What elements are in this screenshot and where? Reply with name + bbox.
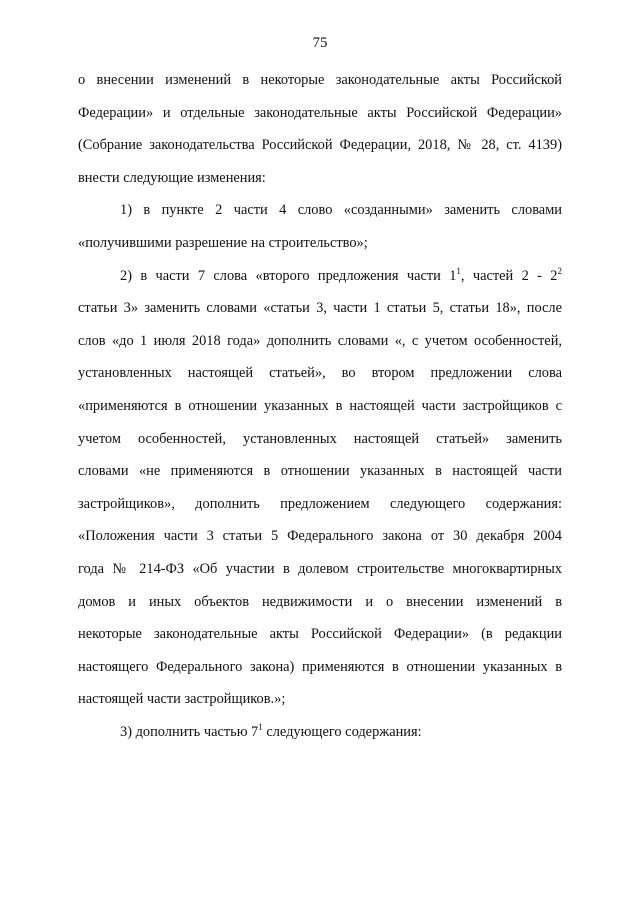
text-segment: установленных настоящей статьей», во втором предложении слова (78, 365, 562, 382)
text-segment: некоторые законодательные акты Российской Федерации» (в редакции (78, 626, 562, 643)
text-segment: внести следующие изменения: (78, 169, 266, 186)
text-segment: 1) в пункте 2 части 4 слово «созданными» заменить словами (120, 202, 562, 219)
text-segment: домов и иных объектов недвижимости и о внесении изменений в (78, 593, 562, 610)
text-line (78, 200, 562, 233)
text-segment: , частей 2 - 2 (460, 267, 558, 284)
text-line (78, 168, 562, 201)
text-line (78, 461, 562, 494)
text-line (78, 363, 562, 396)
text-line (78, 298, 562, 331)
text-line (78, 722, 562, 755)
text-line (78, 331, 562, 364)
text-line (78, 396, 562, 429)
text-segment: учетом особенностей, установленных настоящей статьей» заменить (78, 430, 562, 447)
text-line (78, 266, 562, 299)
text-line (78, 526, 562, 559)
superscript: 1 (258, 721, 263, 732)
text-segment: статьи 3» заменить словами «статьи 3, части 1 статьи 5, статьи 18», после (78, 300, 562, 317)
text-line (78, 103, 562, 136)
text-line (78, 135, 562, 168)
text-line (78, 429, 562, 462)
text-segment: словами «не применяются в отношении указанных в настоящей части (78, 463, 562, 480)
text-segment: настоящего Федерального закона) применяются в отношении указанных в (78, 658, 562, 675)
text-segment: 3) дополнить частью 7 (120, 723, 259, 740)
page-number: 75 (312, 35, 328, 51)
text-segment: следующего содержания: (262, 723, 422, 740)
text-line (78, 657, 562, 690)
document-body (78, 70, 562, 754)
text-segment: года № 214-ФЗ «Об участии в долевом строительстве многоквартирных (78, 560, 562, 577)
text-segment: «получившими разрешение на строительство»; (78, 234, 368, 251)
text-line (78, 624, 562, 657)
text-segment: 2) в части 7 слова «второго предложения части 1 (120, 267, 457, 284)
text-segment: слов «до 1 июля 2018 года» дополнить словами «, с учетом особенностей, (78, 332, 562, 349)
text-line (78, 592, 562, 625)
text-segment: Федерации» и отдельные законодательные акты Российской Федерации» (78, 104, 562, 121)
text-line (78, 70, 562, 103)
superscript: 1 (456, 265, 461, 276)
text-segment: (Собрание законодательства Российской Федерации, 2018, № 28, ст. 4139) (78, 137, 562, 154)
text-segment: «Положения части 3 статьи 5 Федерального закона от 30 декабря 2004 (78, 528, 562, 545)
text-segment: о внесении изменений в некоторые законодательные акты Российской (78, 72, 562, 88)
superscript: 2 (557, 265, 563, 276)
text-segment: «применяются в отношении указанных в настоящей части застройщиков с (78, 397, 562, 414)
text-line (78, 559, 562, 592)
text-segment: застройщиков», дополнить предложением следующего содержания: (78, 495, 562, 512)
text-line (78, 233, 562, 266)
text-line (78, 494, 562, 527)
text-segment: настоящей части застройщиков.»; (78, 691, 286, 708)
text-line (78, 689, 562, 722)
